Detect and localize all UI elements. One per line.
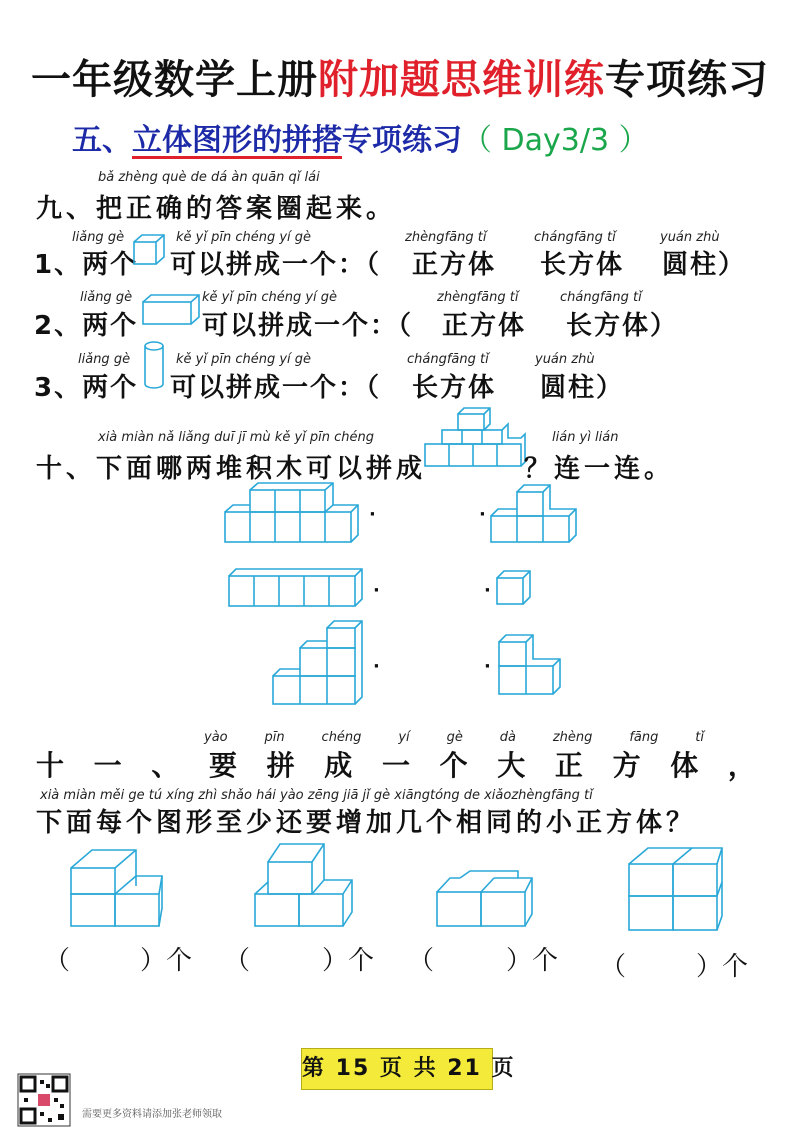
title-part-2: 附加题思维训练 (318, 57, 605, 103)
row1-char: 个 (439, 749, 468, 782)
row1-char: 大 (497, 749, 526, 782)
fig11-shape-1 (70, 846, 166, 928)
q1-pinyin-b: kě yǐ pīn chéng yí gè (176, 230, 312, 245)
footer-note: 需要更多资料请添加张老师领取 (82, 1109, 222, 1120)
answer-close-2: ）个 (322, 946, 375, 976)
row1-char: 一 (93, 749, 122, 782)
fig11-shape-3 (436, 870, 536, 930)
cylinder-icon (143, 340, 165, 390)
pinyin-da: dà (499, 730, 516, 745)
page-subtitle (72, 115, 649, 159)
section9-heading: 九、把正确的答案圈起来。 (36, 194, 397, 224)
fig11-shape-2 (254, 840, 354, 928)
qr-code-icon (18, 1074, 70, 1126)
dot-right-3[interactable]: · (484, 656, 491, 677)
section9-pinyin: bǎ zhèng què de dá àn quān qǐ lái (98, 170, 320, 185)
cube-icon (133, 234, 165, 266)
target-block-figure (424, 404, 526, 468)
section11-heading-row1 (36, 744, 756, 784)
q3-pinyin-a: liǎng gè (78, 352, 131, 367)
answer-open-1: （ (44, 946, 71, 976)
section10-heading: 十、下面哪两堆积木可以拼成 (36, 454, 427, 484)
subtitle-part-3: 专项练习 (342, 123, 462, 158)
q2-pinyin-a: liǎng gè (80, 290, 133, 305)
pinyin-zheng: zhèng (552, 730, 593, 745)
q1-pinyin-a: liǎng gè (72, 230, 125, 245)
row1-char: 体 (670, 749, 699, 782)
q3-prefix: 3、两个 (34, 373, 139, 403)
section10-pinyin: xià miàn nǎ liǎng duī jī mù kě yǐ pīn chéng (98, 430, 375, 445)
title-part-1: 一年级数学上册 (31, 57, 318, 103)
left-blocks-3 (272, 620, 364, 706)
pinyin-ge: gè (446, 730, 463, 745)
pinyin-cheng: chéng (321, 730, 362, 745)
subtitle-part-2: 立体图形的拼搭 (132, 123, 342, 158)
fig11-shape-4 (628, 846, 724, 932)
q1-middle: 可以拼成一个：（ (170, 250, 382, 280)
q2-pinyin-d: chángfāng tǐ (560, 290, 642, 305)
q2-choice-1[interactable]: 正方体 (442, 311, 527, 341)
q2-pinyin-b: kě yǐ pīn chéng yí gè (202, 290, 338, 305)
pinyin-pin: pīn (264, 730, 285, 745)
q3-choice-2[interactable]: 圆柱） (540, 373, 625, 403)
q1-choice-1[interactable]: 正方体 (412, 250, 497, 280)
answer-close-3: ）个 (506, 946, 559, 976)
pinyin-fang: fāng (629, 730, 659, 745)
row1-char: 成 (324, 749, 353, 782)
q1-choice-2[interactable]: 长方体 (540, 250, 625, 280)
right-blocks-2 (496, 570, 532, 606)
right-blocks-3 (498, 634, 562, 696)
q3-pinyin-c: chángfāng tǐ (407, 352, 489, 367)
pinyin-yao: yào (204, 730, 228, 745)
pinyin-ti: tǐ (695, 730, 704, 745)
cuboid-icon (142, 294, 200, 326)
section10-tail: ？连一连。 (524, 454, 675, 484)
answer-open-3: （ (408, 946, 435, 976)
dot-right-2[interactable]: · (484, 580, 491, 601)
left-blocks-2 (228, 568, 368, 608)
pinyin-yi: yí (398, 730, 410, 745)
section10-pinyin-right: lián yì lián (552, 430, 619, 445)
q1-pinyin-e: yuán zhù (660, 230, 720, 245)
answer-open-4: （ (600, 952, 627, 982)
answer-close-4: ）个 (696, 952, 749, 982)
q1-choice-3[interactable]: 圆柱） (662, 250, 747, 280)
row1-char: 正 (554, 749, 583, 782)
page-title (0, 48, 800, 105)
left-blocks-1 (224, 482, 360, 544)
row1-char: 方 (612, 749, 641, 782)
q2-pinyin-c: zhèngfāng tǐ (437, 290, 519, 305)
dot-left-1[interactable]: · (369, 504, 376, 525)
row1-char: ， (727, 749, 756, 782)
row1-char: 一 (381, 749, 410, 782)
page-number: 第 15 页 共 21 页 (301, 1048, 493, 1090)
row1-char: 十 (36, 749, 65, 782)
q3-choice-1[interactable]: 长方体 (412, 373, 497, 403)
section11-pinyin-row2: xià miàn měi ge tú xíng zhì shǎo hái yào zēng jiā jǐ gè xiāngtóng de xiǎozhèngfāng tǐ (40, 788, 593, 803)
q3-middle: 可以拼成一个：（ (170, 373, 382, 403)
q2-prefix: 2、两个 (34, 311, 139, 341)
title-part-3: 专项练习 (605, 57, 769, 103)
q1-pinyin-d: chángfāng tǐ (534, 230, 616, 245)
answer-close-1: ）个 (140, 946, 193, 976)
q2-choice-2[interactable]: 长方体） (566, 311, 679, 341)
section11-pinyin-row1 (204, 730, 704, 745)
subtitle-day: （ Day3/3 ） (462, 123, 649, 158)
answer-open-2: （ (224, 946, 251, 976)
q1-pinyin-c: zhèngfāng tǐ (405, 230, 487, 245)
q2-middle: 可以拼成一个：（ (202, 311, 414, 341)
dot-left-3[interactable]: · (373, 656, 380, 677)
q3-pinyin-b: kě yǐ pīn chéng yí gè (176, 352, 312, 367)
right-blocks-1 (490, 484, 580, 546)
dot-right-1[interactable]: · (479, 504, 486, 525)
dot-left-2[interactable]: · (373, 580, 380, 601)
q3-pinyin-d: yuán zhù (535, 352, 595, 367)
q1-prefix: 1、两个 (34, 250, 139, 280)
row1-char: 、 (151, 749, 180, 782)
subtitle-part-1: 五、 (72, 123, 132, 158)
section11-heading-row2: 下面每个图形至少还要增加几个相同的小正方体？ (36, 808, 697, 838)
row1-char: 要 (208, 749, 237, 782)
row1-char: 拼 (266, 749, 295, 782)
